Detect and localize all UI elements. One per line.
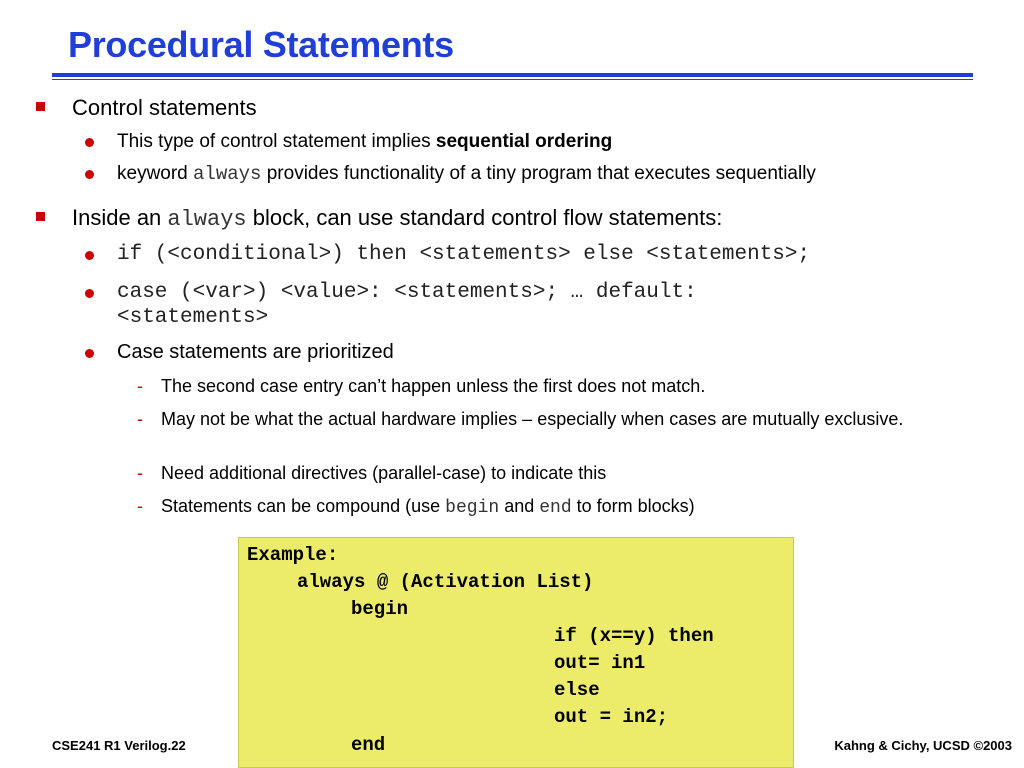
sub-bullet-text: Case statements are prioritized <box>117 341 394 363</box>
sub-bullet-sequential <box>117 131 612 153</box>
dash-bullet-icon: - <box>137 463 143 483</box>
code-line: end <box>351 734 386 756</box>
code-line: else <box>554 679 600 701</box>
footer-left: CSE241 R1 Verilog.22 <box>52 738 186 753</box>
sub-bullet-if-statement <box>117 242 810 267</box>
bullet-label: Control statements <box>72 95 257 120</box>
dash-item-4 <box>137 496 921 519</box>
dash-text: Statements can be compound (use <box>161 496 446 516</box>
title-rule <box>52 73 973 77</box>
round-bullet-icon <box>85 251 94 260</box>
title-rule-thin <box>52 79 973 80</box>
round-bullet-icon <box>85 170 94 179</box>
dash-item-1 <box>137 376 921 397</box>
square-bullet-icon <box>36 102 45 111</box>
bullet-text: Inside an <box>72 205 168 230</box>
dash-text: May not be what the actual hardware implies – especially when cases are mutually exclusive. <box>161 409 904 429</box>
dash-text: and <box>499 496 540 516</box>
code-line: out = in2; <box>554 706 669 728</box>
dash-bullet-icon: - <box>137 409 143 429</box>
sub-bullet-text: keyword <box>117 163 194 184</box>
square-bullet-icon <box>36 212 45 221</box>
dash-item-3 <box>137 463 921 484</box>
code-line: if (x==y) then <box>554 625 714 647</box>
bullet-control-statements <box>72 95 257 121</box>
round-bullet-icon <box>85 349 94 358</box>
dash-bullet-icon: - <box>137 376 143 396</box>
code-text: <statements> <box>117 306 269 329</box>
code-line: always @ (Activation List) <box>297 571 594 593</box>
code-line: out= in1 <box>554 652 646 674</box>
round-bullet-icon <box>85 289 94 298</box>
bullet-text: block, can use standard control flow statements: <box>246 205 723 230</box>
code-line: Example: <box>247 544 339 566</box>
sub-bullet-text: provides functionality of a tiny program that executes sequentially <box>261 163 816 184</box>
slide-title: Procedural Statements <box>68 24 454 65</box>
footer-right: Kahng & Cichy, UCSD ©2003 <box>834 738 1012 753</box>
sub-bullet-case-statement <box>117 280 697 330</box>
inline-code: always <box>167 207 247 232</box>
inline-code: begin <box>445 498 500 518</box>
sub-bullet-text: This type of control statement implies <box>117 131 436 152</box>
dash-text: to form blocks) <box>571 496 695 516</box>
code-line: begin <box>351 598 409 620</box>
round-bullet-icon <box>85 138 94 147</box>
example-code-box <box>238 537 794 768</box>
sub-bullet-bold: sequential ordering <box>435 131 613 152</box>
dash-item-2 <box>137 409 921 430</box>
dash-text: Need additional directives (parallel-case) to indicate this <box>161 463 607 483</box>
dash-text: The second case entry can’t happen unless the first does not match. <box>161 376 706 396</box>
dash-bullet-icon: - <box>137 496 143 516</box>
inline-code: always <box>193 163 262 185</box>
sub-bullet-prioritized <box>117 341 394 364</box>
bullet-inside-always <box>72 205 722 232</box>
sub-bullet-keyword-always <box>117 163 816 185</box>
code-text: case (<var>) <value>: <statements>; … default: <box>117 281 697 304</box>
code-text: if (<conditional>) then <statements> else <statements>; <box>117 243 811 266</box>
inline-code: end <box>539 498 572 518</box>
